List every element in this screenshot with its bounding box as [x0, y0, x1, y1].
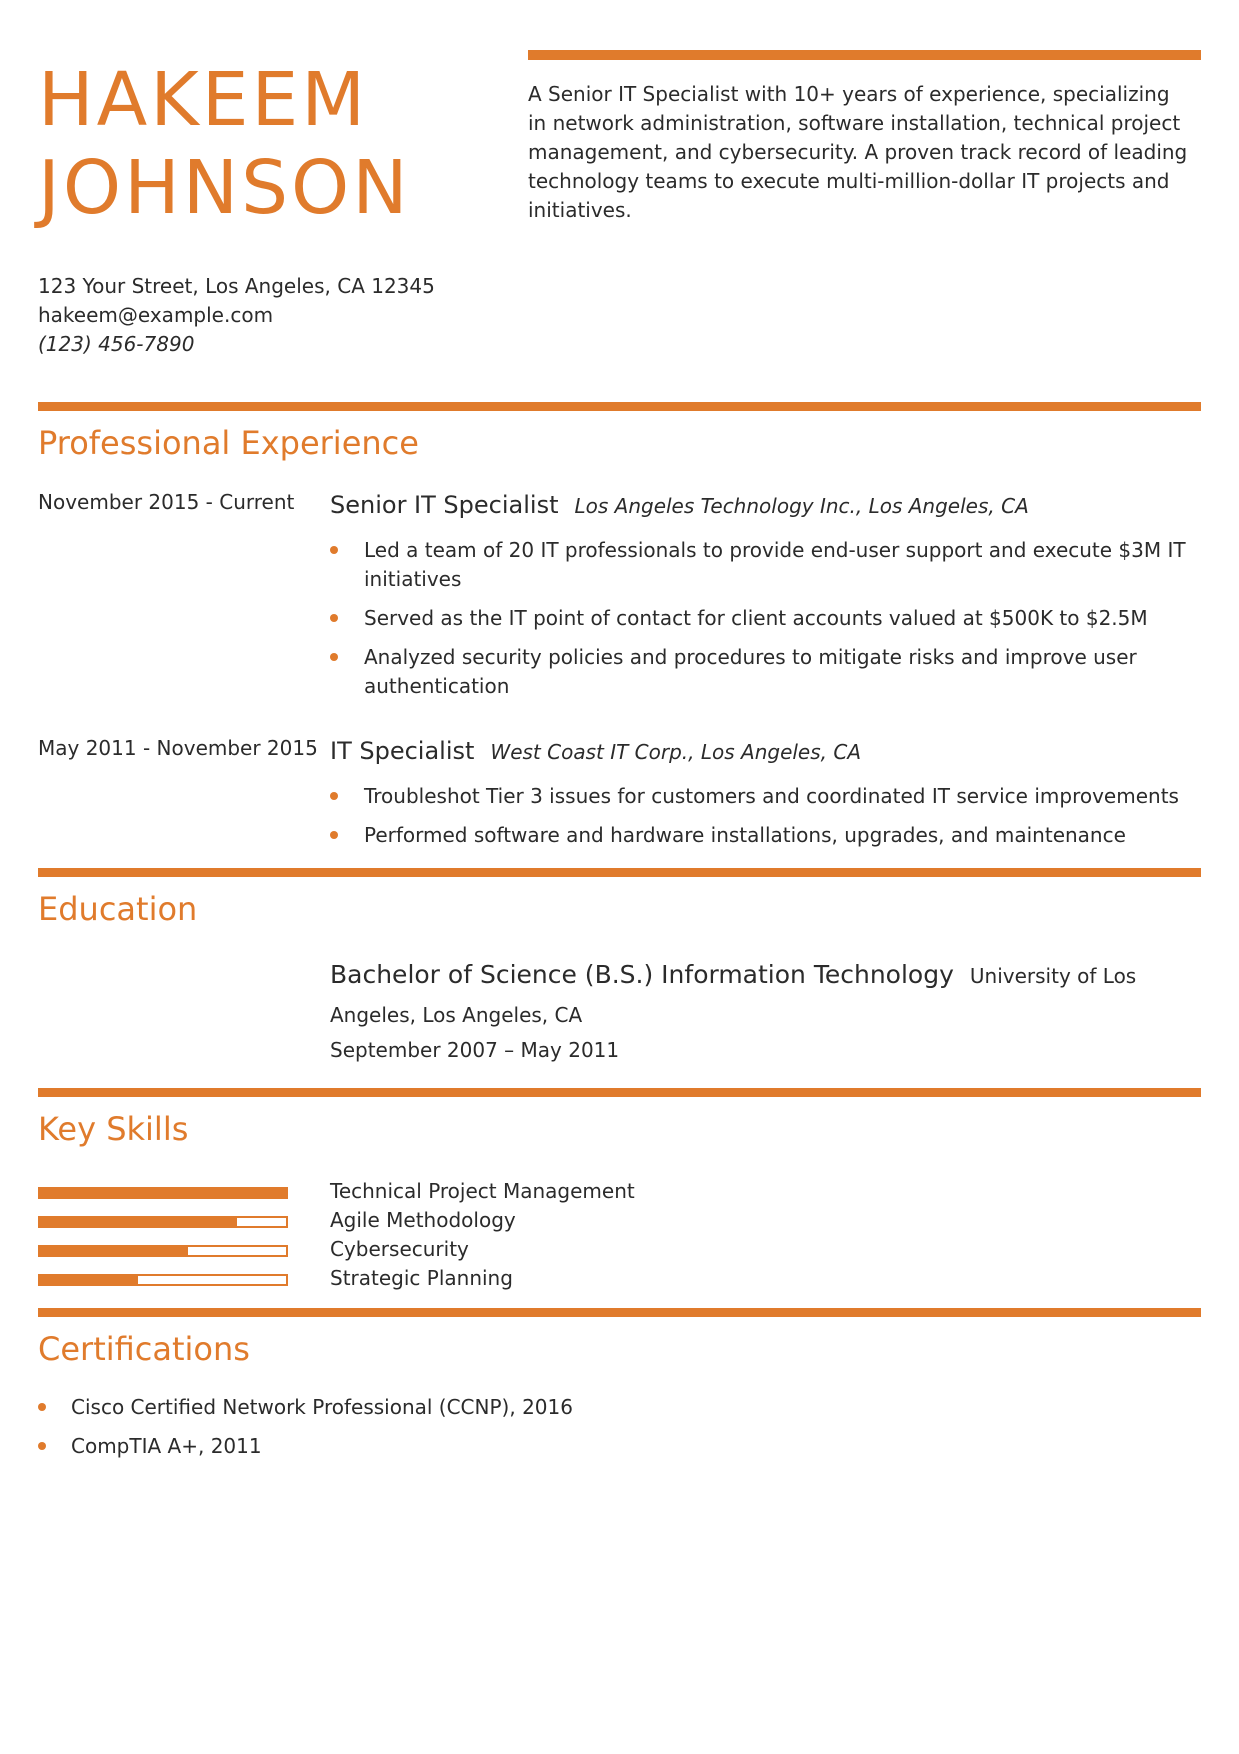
job-role: Senior IT Specialist [330, 491, 559, 519]
skill-level-bar [38, 1245, 288, 1257]
education-title: Education [38, 890, 198, 928]
certifications-divider [38, 1308, 1201, 1317]
skill-label: Agile Methodology [330, 1208, 516, 1232]
skill-level-bar [38, 1216, 288, 1228]
address: 123 Your Street, Los Angeles, CA 12345 [38, 274, 435, 298]
bullet-icon [330, 546, 338, 554]
list-item: Performed software and hardware installations, upgrades, and maintenance [330, 821, 1190, 850]
experience-divider [38, 402, 1201, 411]
list-item: Served as the IT point of contact for client accounts valued at $500K to $2.5M [330, 604, 1190, 633]
bullet-icon [38, 1442, 46, 1450]
job-dates: May 2011 - November 2015 [38, 736, 318, 760]
bullet-icon [330, 831, 338, 839]
first-name: HAKEEM [38, 57, 369, 143]
school: University of Los Angeles, Los Angeles, CA [330, 964, 1137, 1027]
professional-summary: A Senior IT Specialist with 10+ years of experience, specializing in network administration, software installation, technical project management, and cybersecurity. A proven track record of leading technology teams to execute multi-million-dollar IT projects and initiatives. [528, 82, 1188, 222]
skill-label: Cybersecurity [330, 1237, 469, 1261]
skill-level-fill [40, 1276, 138, 1284]
candidate-name [38, 56, 411, 232]
skill-label: Strategic Planning [330, 1266, 513, 1290]
list-item: Analyzed security policies and procedures to mitigate risks and improve user authentication [330, 643, 1190, 701]
job-company: Los Angeles Technology Inc., Los Angeles, CA [574, 494, 1029, 518]
certifications-title: Certifications [38, 1330, 250, 1368]
job-role: IT Specialist [330, 737, 475, 765]
email[interactable]: hakeem@example.com [38, 303, 274, 327]
list-item: Led a team of 20 IT professionals to provide end-user support and execute $3M IT initiatives [330, 536, 1190, 594]
skill-level-fill [40, 1247, 188, 1255]
bullet-icon [330, 653, 338, 661]
contact-info [38, 272, 435, 359]
skills-divider [38, 1088, 1201, 1097]
job-title [330, 491, 1029, 519]
skill-level-fill [40, 1189, 286, 1197]
header-divider [528, 50, 1201, 60]
bullet-icon [330, 614, 338, 622]
list-item: CompTIA A+, 2011 [38, 1432, 573, 1461]
education-entry [330, 956, 1190, 1034]
skill-level-bar [38, 1274, 288, 1286]
degree: Bachelor of Science (B.S.) Information Technology [330, 960, 954, 989]
last-name: JOHNSON [38, 145, 411, 231]
skill-level-fill [40, 1218, 237, 1226]
skill-level-bar [38, 1187, 288, 1199]
education-dates: September 2007 – May 2011 [330, 1038, 620, 1062]
list-item: Troubleshot Tier 3 issues for customers and coordinated IT service improvements [330, 782, 1190, 811]
job-company: West Coast IT Corp., Los Angeles, CA [490, 740, 862, 764]
skill-label: Technical Project Management [330, 1179, 635, 1203]
experience-title: Professional Experience [38, 424, 419, 462]
job-bullets [330, 536, 1190, 711]
list-item: Cisco Certified Network Professional (CCNP), 2016 [38, 1393, 573, 1422]
skills-title: Key Skills [38, 1110, 189, 1148]
job-title [330, 737, 861, 765]
job-dates: November 2015 - Current [38, 490, 295, 514]
bullet-icon [38, 1403, 46, 1411]
bullet-icon [330, 792, 338, 800]
education-divider [38, 868, 1201, 877]
certifications-list [38, 1393, 573, 1471]
phone[interactable]: (123) 456-7890 [38, 332, 195, 356]
job-bullets [330, 782, 1190, 860]
